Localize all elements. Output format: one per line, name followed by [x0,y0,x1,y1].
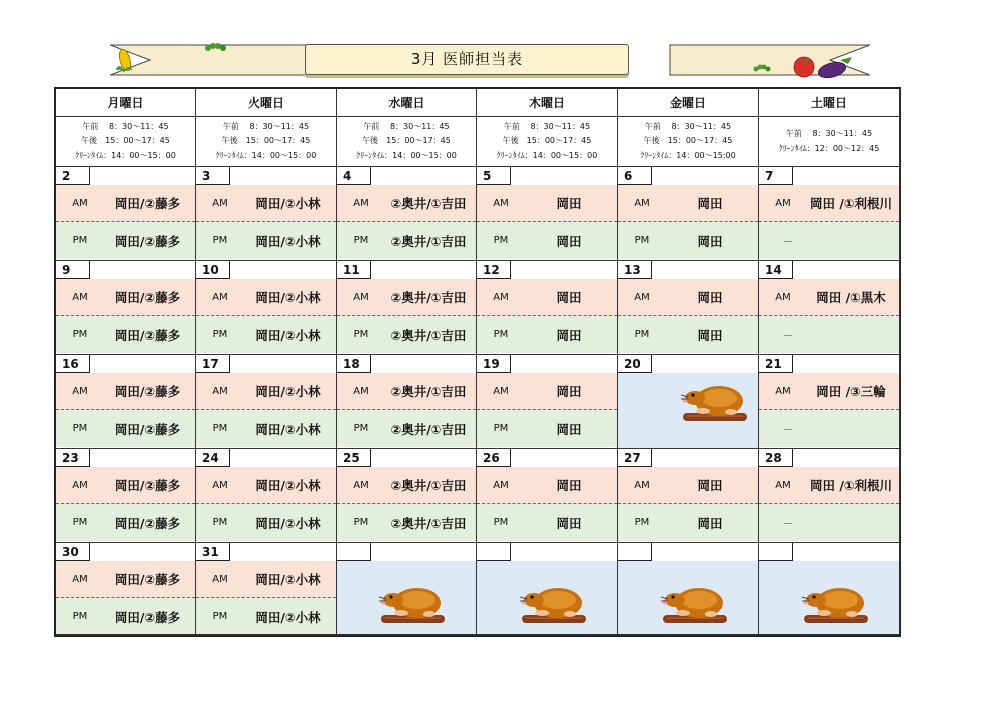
am-slot [196,185,336,222]
day-number: 14 [759,261,793,279]
am-label: AM [212,291,228,303]
day-cell [337,449,477,543]
pm-doctors: 岡田/②小林 [255,421,321,437]
weekday-header: 土曜日 [759,89,900,117]
pm-label: PM [72,329,88,340]
day-number: 9 [56,261,90,279]
am-label: AM [775,385,791,397]
pm-slot [337,410,476,447]
opening-hours-line: ｸﾘｰﾝﾀｲﾑ：12：00〜12：45 [778,143,880,153]
pm-slot [337,316,476,353]
am-slot [337,467,476,504]
am-doctors: 岡田/②小林 [255,572,321,587]
pm-label: PM [212,423,228,434]
am-doctors: 岡田 /③三輪 [816,384,886,399]
am-doctors: 岡田/②藤多 [114,572,181,587]
day-cell [618,543,759,635]
day-number: 4 [337,167,371,185]
am-slot [196,467,336,504]
day-number: 24 [196,449,230,467]
day-number [337,543,371,561]
pm-label: PM [353,517,369,528]
am-doctors: ②奥井/①吉田 [390,290,467,305]
am-slot [477,185,617,222]
am-label: AM [634,479,650,491]
am-doctors: 岡田 [556,384,582,399]
pm-label: PM [634,235,650,246]
day-number: 25 [337,449,371,467]
pm-doctors: 岡田/②藤多 [114,515,181,531]
am-slot [477,467,617,504]
am-label: AM [493,385,509,397]
opening-hours [618,117,759,167]
am-doctors: 岡田/②藤多 [114,196,181,211]
opening-hours-line: 午後 15：00〜17：45 [362,136,451,146]
day-cell [759,543,900,635]
opening-hours-line: ｸﾘｰﾝﾀｲﾑ：14：00〜15:00 [640,150,736,160]
day-number: 2 [56,167,90,185]
day-cell [56,167,196,261]
day-cell [759,261,900,355]
opening-hours-line: 午後 15：00〜17：45 [221,136,311,146]
pm-label: PM [493,423,509,434]
day-cell [337,355,477,449]
am-doctors: 岡田/②小林 [255,290,321,305]
am-doctors: 岡田 /①利根川 [809,196,892,211]
pm-doctors: 岡田/②小林 [255,609,321,625]
opening-hours [337,117,477,167]
am-label: AM [72,385,88,397]
am-label: AM [72,573,88,585]
mole-icon [659,583,731,631]
weekday-header: 水曜日 [337,89,477,117]
opening-hours-line: 午前 8：30〜11：45 [785,129,873,138]
am-slot [337,373,476,410]
am-slot [56,467,195,504]
day-cell [477,261,618,355]
day-number: 27 [618,449,652,467]
am-label: AM [775,197,791,209]
pm-doctors: 岡田 [556,421,582,437]
am-label: AM [72,291,88,303]
opening-hours [477,117,618,167]
pm-doctors: 岡田/②藤多 [114,609,181,625]
pm-doctors: 岡田 [697,233,723,249]
am-doctors: 岡田/②小林 [255,384,321,399]
day-cell [759,449,900,543]
pm-slot [56,598,195,635]
am-slot [759,279,899,316]
day-cell [618,261,759,355]
pm-doctors: 岡田/②小林 [255,327,321,343]
day-cell [759,355,900,449]
am-doctors: 岡田/②藤多 [114,478,181,493]
am-label: AM [493,197,509,209]
opening-hours-line: 午前 8：30〜11：45 [82,121,169,131]
am-doctors: 岡田 [697,478,723,493]
weekday-header: 金曜日 [618,89,759,117]
day-cell [56,355,196,449]
am-doctors: 岡田/②小林 [255,196,321,211]
am-slot [56,561,195,598]
opening-hours-line: ｸﾘｰﾝﾀｲﾑ：14：00〜15：00 [75,150,176,160]
pm-label: PM [212,517,228,528]
am-slot [196,373,336,410]
pm-label: PM [353,423,369,434]
am-label: AM [634,291,650,303]
day-number: 10 [196,261,230,279]
am-doctors: 岡田 [697,290,723,305]
am-slot [56,185,195,222]
pm-slot [56,316,195,353]
am-doctors: 岡田 [697,196,723,211]
day-cell [56,543,196,635]
pm-slot [337,504,476,541]
day-cell [477,543,618,635]
am-doctors: ②奥井/①吉田 [390,196,467,211]
am-label: AM [212,197,228,209]
am-slot [56,373,195,410]
day-number: 20 [618,355,652,373]
pm-closed-dash: － [783,425,793,436]
pm-slot [196,504,336,541]
day-cell [337,167,477,261]
am-doctors: ②奥井/①吉田 [390,384,467,399]
am-label: AM [634,197,650,209]
opening-hours-line: 午前 8：30〜11：45 [644,121,732,131]
pm-slot [477,504,617,541]
pm-doctors: ②奥井/①吉田 [390,327,467,343]
pm-doctors: ②奥井/①吉田 [390,515,467,531]
day-cell [477,167,618,261]
pm-doctors: 岡田 [556,515,582,531]
day-number [477,543,511,561]
opening-hours-line: 午前 8：30〜11：45 [503,121,591,131]
pm-label: PM [493,517,509,528]
am-doctors: 岡田/②藤多 [114,384,181,399]
pm-doctors: 岡田/②藤多 [114,421,181,437]
day-cell [196,543,337,635]
am-doctors: 岡田 /①利根川 [809,478,892,493]
day-cell [196,449,337,543]
day-number: 7 [759,167,793,185]
day-cell [337,261,477,355]
day-number: 12 [477,261,511,279]
day-number: 23 [56,449,90,467]
pm-doctors: 岡田/②藤多 [114,327,181,343]
am-slot [56,279,195,316]
mole-icon [679,381,751,429]
day-cell [759,167,900,261]
day-cell [196,355,337,449]
am-label: AM [775,291,791,303]
pm-slot [477,222,617,259]
pm-label: PM [72,517,88,528]
am-label: AM [72,479,88,491]
day-cell [618,449,759,543]
am-label: AM [775,479,791,491]
pm-slot [56,222,195,259]
day-cell [56,261,196,355]
pm-slot [759,316,899,353]
pm-label: PM [634,517,650,528]
pm-doctors: ②奥井/①吉田 [390,421,467,437]
am-slot [618,279,758,316]
am-label: AM [212,479,228,491]
pm-slot [618,316,758,353]
day-number: 3 [196,167,230,185]
day-number: 5 [477,167,511,185]
pm-label: PM [353,329,369,340]
weekday-header: 月曜日 [56,89,196,117]
pm-slot [618,222,758,259]
day-number: 6 [618,167,652,185]
am-doctors: 岡田 /①黒木 [816,290,886,305]
pm-doctors: 岡田/②小林 [255,515,321,531]
opening-hours-line: 午後 15：00〜17：45 [643,136,733,146]
am-doctors: 岡田/②藤多 [114,290,181,305]
am-slot [477,373,617,410]
tomato-icon [794,57,814,77]
weekday-header: 火曜日 [196,89,337,117]
pm-slot [759,222,899,259]
pm-closed-dash: － [783,519,793,530]
pm-label: PM [72,423,88,434]
am-label: AM [353,291,369,303]
day-cell [618,167,759,261]
pm-slot [337,222,476,259]
pm-doctors: 岡田 [697,327,723,343]
day-number [618,543,652,561]
am-slot [759,185,899,222]
day-number: 17 [196,355,230,373]
day-cell [477,355,618,449]
am-doctors: 岡田 [556,478,582,493]
pm-label: PM [493,235,509,246]
pm-label: PM [634,329,650,340]
day-cell [337,543,477,635]
opening-hours [196,117,337,167]
day-cell [196,167,337,261]
am-label: AM [212,573,228,585]
day-number: 31 [196,543,230,561]
pm-label: PM [72,611,88,622]
pm-slot [759,410,899,447]
opening-hours [759,117,900,167]
day-number: 28 [759,449,793,467]
day-cell [196,261,337,355]
pm-doctors: 岡田 [556,327,582,343]
am-slot [337,185,476,222]
am-label: AM [493,291,509,303]
pm-doctors: 岡田 [556,233,582,249]
opening-hours-line: 午後 15：00〜17：45 [502,136,592,146]
pm-label: PM [212,329,228,340]
am-slot [618,467,758,504]
pm-slot [196,598,336,635]
am-label: AM [72,197,88,209]
opening-hours-line: ｸﾘｰﾝﾀｲﾑ：14：00〜15：00 [215,150,317,160]
am-label: AM [353,385,369,397]
pm-label: PM [212,611,228,622]
pm-doctors: 岡田/②小林 [255,233,321,249]
mole-icon [377,583,449,631]
pm-label: PM [493,329,509,340]
day-cell [618,355,759,449]
am-slot [759,373,899,410]
pm-slot [759,504,899,541]
pm-label: PM [72,235,88,246]
am-label: AM [353,197,369,209]
opening-hours-line: 午前 8：30〜11：45 [222,121,310,131]
pm-doctors: 岡田/②藤多 [114,233,181,249]
day-number: 21 [759,355,793,373]
day-number: 19 [477,355,511,373]
pm-slot [56,410,195,447]
am-slot [337,279,476,316]
day-number: 16 [56,355,90,373]
day-number: 30 [56,543,90,561]
am-slot [759,467,899,504]
pm-slot [196,222,336,259]
mole-icon [800,583,872,631]
pm-closed-dash: － [783,331,793,342]
mole-icon [518,583,590,631]
day-number: 26 [477,449,511,467]
day-number: 18 [337,355,371,373]
schedule-calendar [54,87,901,637]
pm-slot [196,316,336,353]
am-label: AM [493,479,509,491]
am-label: AM [212,385,228,397]
am-doctors: 岡田/②小林 [255,478,321,493]
day-number [759,543,793,561]
am-doctors: ②奥井/①吉田 [390,478,467,493]
page-title: 3月 医師担当表 [305,44,629,75]
am-slot [196,561,336,598]
opening-hours [56,117,196,167]
opening-hours-line: 午後 15：00〜17：45 [81,136,170,146]
opening-hours-line: ｸﾘｰﾝﾀｲﾑ：14：00〜15：00 [496,150,598,160]
pm-slot [56,504,195,541]
weekday-header: 木曜日 [477,89,618,117]
opening-hours-line: 午前 8：30〜11：45 [363,121,450,131]
pm-slot [618,504,758,541]
am-slot [618,185,758,222]
pm-label: PM [212,235,228,246]
am-slot [196,279,336,316]
am-doctors: 岡田 [556,196,582,211]
pm-closed-dash: － [783,237,793,248]
am-slot [477,279,617,316]
day-cell [56,449,196,543]
pm-doctors: ②奥井/①吉田 [390,233,467,249]
am-label: AM [353,479,369,491]
am-doctors: 岡田 [556,290,582,305]
pm-label: PM [353,235,369,246]
day-number: 11 [337,261,371,279]
pm-slot [477,410,617,447]
pm-slot [477,316,617,353]
pm-slot [196,410,336,447]
day-cell [477,449,618,543]
pm-doctors: 岡田 [697,515,723,531]
opening-hours-line: ｸﾘｰﾝﾀｲﾑ：14：00〜15：00 [356,150,457,160]
day-number: 13 [618,261,652,279]
